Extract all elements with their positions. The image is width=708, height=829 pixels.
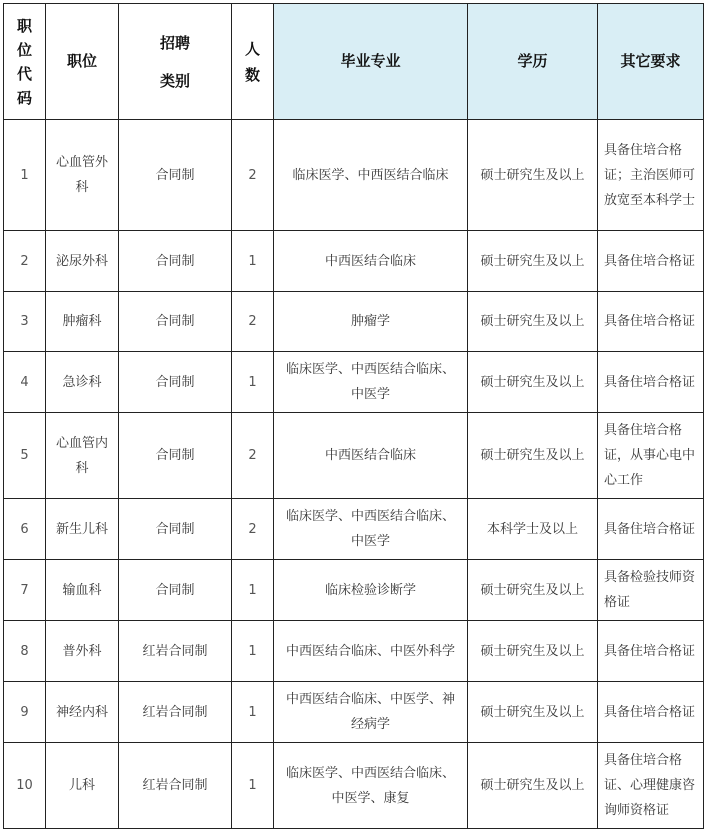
cell-code-text: 3	[20, 314, 29, 329]
cell-count	[232, 352, 274, 413]
cell-category	[119, 621, 232, 682]
table-row	[4, 292, 704, 352]
cell-position	[46, 682, 119, 743]
cell-category	[119, 352, 232, 413]
cell-other	[598, 120, 704, 231]
cell-count	[232, 292, 274, 352]
recruitment-table	[3, 3, 704, 829]
cell-count	[232, 120, 274, 231]
table-row	[4, 120, 704, 231]
cell-other	[598, 231, 704, 292]
cell-code	[4, 743, 46, 829]
table-row	[4, 413, 704, 499]
cell-category-text: 合同制	[155, 314, 195, 329]
cell-education-text: 本科学士及以上	[486, 521, 578, 537]
header-row	[4, 4, 704, 120]
cell-code	[4, 499, 46, 560]
cell-category-text: 红岩合同制	[142, 643, 208, 659]
cell-education-text: 硕士研究生及以上	[480, 167, 585, 183]
cell-other-text: 具备住培合格证，从事心电中心工作	[604, 423, 696, 488]
cell-code	[4, 352, 46, 413]
cell-code-text: 5	[20, 448, 29, 463]
cell-code-text: 1	[20, 167, 29, 183]
table-row	[4, 560, 704, 621]
cell-education-text: 硕士研究生及以上	[480, 582, 585, 598]
cell-position-text: 泌尿外科	[55, 253, 108, 269]
cell-category	[119, 413, 232, 499]
cell-education-text: 硕士研究生及以上	[480, 643, 585, 659]
cell-education	[468, 352, 598, 413]
header-count: 人数	[232, 4, 274, 120]
cell-other	[598, 621, 704, 682]
cell-education	[468, 682, 598, 743]
header-code: 职位代码	[4, 4, 46, 120]
cell-position-text: 心血管内科	[55, 435, 108, 476]
cell-position-text: 普外科	[62, 643, 102, 659]
cell-count-text: 1	[248, 704, 257, 720]
cell-education	[468, 231, 598, 292]
cell-code-text: 2	[20, 253, 29, 269]
cell-code-text: 7	[20, 582, 29, 598]
cell-count	[232, 621, 274, 682]
cell-major-text: 临床医学、中西医结合临床、中医学	[285, 362, 455, 402]
cell-count	[232, 413, 274, 499]
cell-education-text: 硕士研究生及以上	[480, 704, 585, 720]
cell-count-text: 1	[248, 778, 257, 793]
table-row	[4, 743, 704, 829]
cell-code-text: 9	[20, 704, 29, 720]
cell-major	[274, 560, 468, 621]
cell-major	[274, 292, 468, 352]
cell-category	[119, 743, 232, 829]
cell-code	[4, 621, 46, 682]
cell-education	[468, 413, 598, 499]
table-row	[4, 352, 704, 413]
cell-code-text: 4	[20, 374, 29, 390]
cell-position-text: 神经内科	[55, 704, 108, 720]
cell-category-text: 红岩合同制	[142, 778, 208, 793]
cell-category	[119, 499, 232, 560]
cell-major-text: 中西医结合临床、中医外科学	[285, 643, 455, 659]
cell-education	[468, 499, 598, 560]
cell-position	[46, 621, 119, 682]
cell-education-text: 硕士研究生及以上	[480, 314, 585, 329]
cell-code	[4, 560, 46, 621]
cell-major	[274, 621, 468, 682]
cell-position-text: 急诊科	[62, 374, 102, 390]
cell-position	[46, 292, 119, 352]
cell-major-text: 临床医学、中西医结合临床、中医学、康复	[285, 765, 455, 806]
cell-other	[598, 292, 704, 352]
cell-category-text: 红岩合同制	[142, 704, 208, 720]
cell-major	[274, 499, 468, 560]
cell-category-text: 合同制	[155, 521, 195, 537]
cell-other	[598, 560, 704, 621]
cell-other-text: 具备住培合格证	[604, 314, 696, 329]
cell-major-text: 临床医学、中西医结合临床、中医学	[285, 509, 455, 549]
cell-position-text: 心血管外科	[55, 155, 108, 195]
cell-position	[46, 413, 119, 499]
cell-category	[119, 231, 232, 292]
cell-position	[46, 499, 119, 560]
cell-position	[46, 743, 119, 829]
table-row	[4, 621, 704, 682]
cell-other	[598, 499, 704, 560]
cell-count-text: 2	[248, 314, 257, 329]
cell-other-text: 具备住培合格证；主治医师可放宽至本科学士	[604, 142, 696, 208]
table-row	[4, 231, 704, 292]
cell-education	[468, 743, 598, 829]
cell-education-text: 硕士研究生及以上	[480, 374, 585, 390]
cell-major	[274, 231, 468, 292]
cell-other-text: 具备住培合格证、心理健康咨询师资格证	[604, 753, 696, 818]
cell-position	[46, 560, 119, 621]
cell-other	[598, 413, 704, 499]
cell-major	[274, 413, 468, 499]
cell-code	[4, 292, 46, 352]
cell-major-text: 临床医学、中西医结合临床	[292, 167, 449, 183]
cell-position	[46, 352, 119, 413]
cell-position	[46, 120, 119, 231]
cell-other-text: 具备住培合格证	[604, 253, 696, 269]
cell-category	[119, 120, 232, 231]
cell-other	[598, 682, 704, 743]
cell-code	[4, 231, 46, 292]
cell-other-text: 具备住培合格证	[604, 704, 696, 720]
cell-education-text: 硕士研究生及以上	[480, 253, 585, 269]
cell-education-text: 硕士研究生及以上	[480, 778, 585, 793]
cell-position-text: 肿瘤科	[62, 314, 102, 329]
header-position: 职位	[46, 4, 119, 120]
cell-education	[468, 120, 598, 231]
cell-code-text: 10	[16, 778, 33, 793]
cell-count	[232, 682, 274, 743]
cell-major-text: 中西医结合临床	[324, 448, 416, 463]
cell-other	[598, 352, 704, 413]
cell-major-text: 中西医结合临床、中医学、神经病学	[285, 692, 455, 732]
cell-category	[119, 292, 232, 352]
cell-other	[598, 743, 704, 829]
cell-major	[274, 352, 468, 413]
header-other: 其它要求	[598, 4, 704, 120]
cell-major	[274, 120, 468, 231]
cell-major	[274, 682, 468, 743]
cell-position-text: 输血科	[62, 582, 102, 598]
header-education: 学历	[468, 4, 598, 120]
cell-other-text: 具备住培合格证	[604, 521, 696, 537]
cell-education	[468, 621, 598, 682]
table-row	[4, 682, 704, 743]
cell-position-text: 儿科	[68, 778, 95, 793]
cell-education-text: 硕士研究生及以上	[480, 448, 585, 463]
cell-category-text: 合同制	[155, 253, 195, 269]
cell-category-text: 合同制	[155, 582, 195, 598]
cell-category-text: 合同制	[155, 167, 195, 183]
header-major: 毕业专业	[274, 4, 468, 120]
cell-other-text: 具备住培合格证	[604, 374, 696, 390]
cell-other-text: 具备住培合格证	[604, 643, 696, 659]
cell-count-text: 2	[248, 521, 257, 537]
cell-count-text: 1	[248, 374, 257, 390]
cell-count	[232, 743, 274, 829]
cell-education	[468, 560, 598, 621]
cell-category	[119, 682, 232, 743]
cell-education	[468, 292, 598, 352]
cell-position-text: 新生儿科	[55, 521, 108, 537]
cell-count	[232, 231, 274, 292]
cell-count-text: 1	[248, 643, 257, 659]
cell-major-text: 临床检验诊断学	[324, 582, 416, 598]
cell-code	[4, 413, 46, 499]
cell-code-text: 8	[20, 643, 29, 659]
cell-code-text: 6	[20, 521, 29, 537]
cell-count-text: 1	[248, 582, 257, 598]
cell-position	[46, 231, 119, 292]
cell-major	[274, 743, 468, 829]
cell-code	[4, 120, 46, 231]
cell-category-text: 合同制	[155, 448, 195, 463]
cell-count	[232, 499, 274, 560]
table-row	[4, 499, 704, 560]
cell-major-text: 中西医结合临床	[324, 253, 416, 269]
cell-category-text: 合同制	[155, 374, 195, 390]
cell-count-text: 1	[248, 253, 257, 269]
cell-category	[119, 560, 232, 621]
cell-other-text: 具备检验技师资格证	[604, 570, 696, 610]
cell-major-text: 肿瘤学	[350, 314, 390, 329]
cell-count-text: 2	[248, 448, 257, 463]
cell-count-text: 2	[248, 167, 257, 183]
header-category: 招聘类别	[119, 4, 232, 120]
cell-code	[4, 682, 46, 743]
cell-count	[232, 560, 274, 621]
